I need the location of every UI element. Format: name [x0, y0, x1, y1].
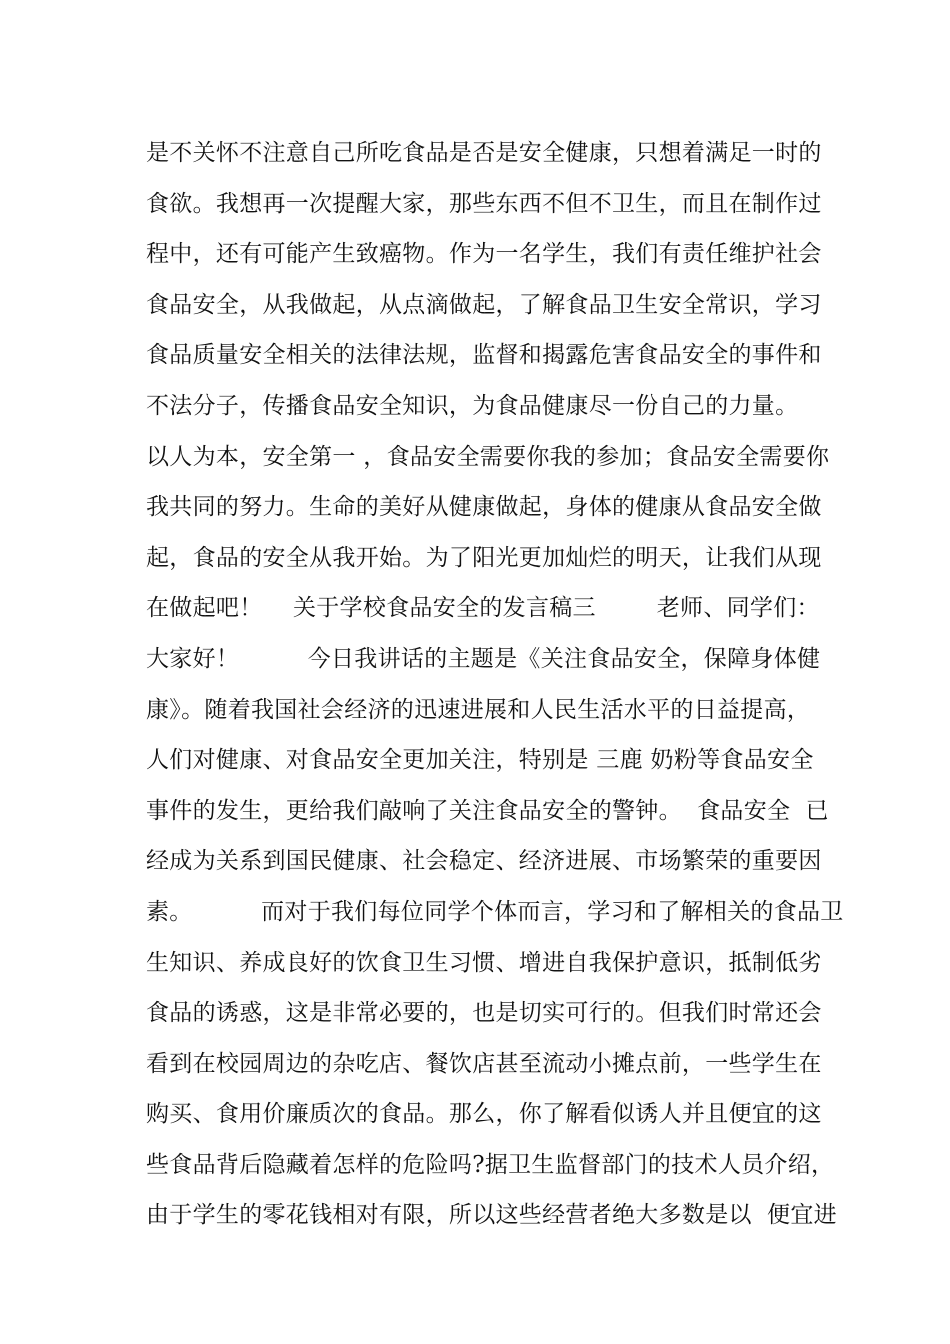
- text-line: 在做起吧！ 关于学校食品安全的发言稿三 老师、同学们：: [146, 595, 820, 622]
- text-line: 购买、食用价廉质次的食品。那么，你了解看似诱人并且便宜的这: [146, 1101, 822, 1128]
- text-line: 起，食品的安全从我开始。为了阳光更加灿烂的明天，让我们从现: [146, 544, 822, 571]
- text-line: 以人为本，安全第一 ，食品安全需要你我的参加；食品安全需要你: [146, 443, 830, 470]
- text-line: 看到在校园周边的杂吃店、餐饮店甚至流动小摊点前，一些学生在: [146, 1050, 822, 1077]
- text-line: 大家好！ 今日我讲话的主题是《关注食品安全，保障身体健: [146, 645, 821, 672]
- text-line: 由于学生的零花钱相对有限，所以这些经营者绝大多数是以 便宜进: [146, 1202, 837, 1229]
- text-line: 不法分子，传播食品安全知识，为食品健康尽一份自己的力量。: [146, 392, 799, 419]
- text-line: 经成为关系到国民健康、社会稳定、经济进展、市场繁荣的重要因: [146, 848, 822, 875]
- text-line: 程中，还有可能产生致癌物。作为一名学生，我们有责任维护社会: [146, 241, 822, 268]
- text-line: 素。 而对于我们每位同学个体而言，学习和了解相关的食品卫: [146, 898, 844, 925]
- text-line: 我共同的努力。生命的美好从健康做起，身体的健康从食品安全做: [146, 494, 822, 521]
- text-line: 人们对健康、对食品安全更加关注，特别是 三鹿 奶粉等食品安全: [146, 747, 814, 774]
- text-line: 食欲。我想再一次提醒大家，那些东西不但不卫生，而且在制作过: [146, 190, 822, 217]
- text-line: 康》。随着我国社会经济的迅速进展和人民生活水平的日益提高，: [146, 696, 811, 723]
- text-line: 些食品背后隐藏着怎样的危险吗?据卫生监督部门的技术人员介绍，: [146, 1151, 835, 1178]
- text-line: 是不关怀不注意自己所吃食品是否是安全健康，只想着满足一时的: [146, 140, 822, 166]
- text-line: 事件的发生，更给我们敲响了关注食品安全的警钟。 食品安全 已: [146, 797, 829, 824]
- text-line: 食品质量安全相关的法律法规，监督和揭露危害食品安全的事件和: [146, 342, 822, 369]
- text-line: 生知识、养成良好的饮食卫生习惯、增进自我保护意识，抵制低劣: [146, 949, 822, 976]
- text-line: 食品安全，从我做起，从点滴做起，了解食品卫生安全常识，学习: [146, 291, 822, 318]
- body-text: [146, 128, 844, 1241]
- text-line: 食品的诱惑，这是非常必要的，也是切实可行的。但我们时常还会: [146, 1000, 822, 1027]
